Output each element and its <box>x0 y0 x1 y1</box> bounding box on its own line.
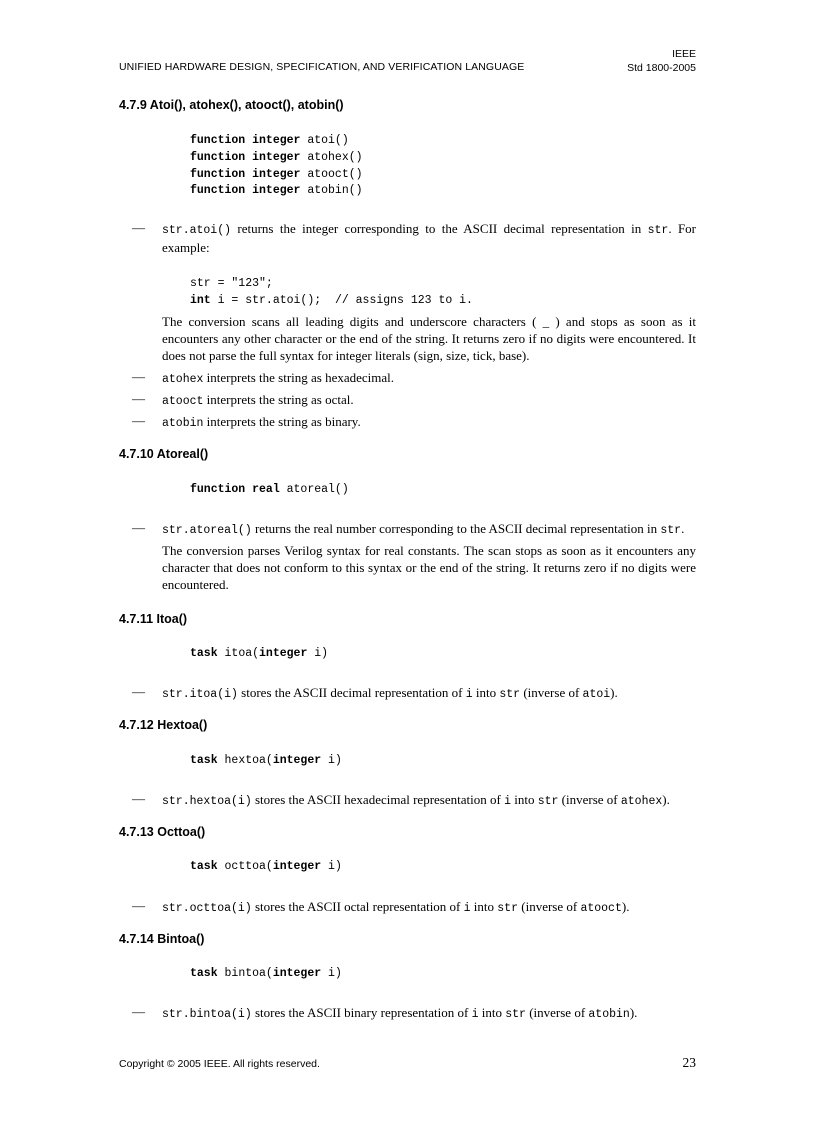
code-identifier: hextoa( <box>224 754 273 767</box>
section-heading-4-7-12: 4.7.12 Hextoa() <box>119 718 208 732</box>
inline-code: str <box>499 688 521 701</box>
bullet-atobin <box>162 413 696 432</box>
inline-code: atooct <box>580 902 622 915</box>
text: ). <box>621 899 630 914</box>
code-keyword: task <box>190 860 218 873</box>
section-heading-4-7-13: 4.7.13 Octtoa() <box>119 825 206 839</box>
code-identifier: itoa( <box>224 647 260 660</box>
code-line: i = str.atoi(); // assigns 123 to i. <box>210 293 473 307</box>
bullet-itoa-description <box>162 684 696 703</box>
text: into <box>478 1005 506 1020</box>
code-block-octtoa <box>190 859 342 876</box>
bullet-octtoa-description <box>162 898 696 917</box>
text: (inverse of <box>558 792 621 807</box>
text: stores the ASCII hexadecimal representation of <box>251 792 505 807</box>
text: stores the ASCII decimal representation of <box>237 685 466 700</box>
code-identifier: octtoa( <box>224 860 273 873</box>
text: . For example: <box>162 221 697 255</box>
inline-code: str <box>497 902 518 915</box>
bullet-dash: — <box>132 220 145 235</box>
code-keyword: int <box>190 293 211 307</box>
section-heading-4-7-11: 4.7.11 Itoa() <box>119 612 188 626</box>
text: interprets the string as hexadecimal. <box>203 370 395 385</box>
text: ). <box>610 685 618 700</box>
inline-code: i <box>471 1008 479 1021</box>
code-identifier: atoi() <box>307 134 349 147</box>
bullet-dash: — <box>132 520 145 535</box>
bullet-dash: — <box>132 1004 145 1019</box>
paragraph-conversion-real: The conversion parses Verilog syntax for real constants. The scan stops as soon as it encounters any character that does not conform to this syntax or the end of the string. It returns zero if no digits were encountered. <box>162 543 696 592</box>
code-block-bintoa <box>190 966 342 983</box>
bullet-atoi-description <box>162 220 696 256</box>
code-identifier: bintoa( <box>224 967 273 980</box>
bullet-atooct <box>162 391 696 410</box>
inline-code: i <box>463 902 471 915</box>
code-block-atoreal <box>190 482 349 499</box>
paragraph-conversion-integer: The conversion scans all leading digits and underscore characters ( _ ) and stops as soon as it encounters any other character or the end of the string. It returns zero if no digits were encountered. It does not parse the full syntax for integer literals (sign, size, tick, base). <box>162 314 696 363</box>
code-keyword: function integer <box>190 167 301 181</box>
inline-code: i <box>465 688 473 701</box>
code-keyword: integer <box>272 860 322 873</box>
code-block-atoi <box>190 133 363 200</box>
inline-code: str.octtoa(i) <box>162 902 252 915</box>
code-keyword: task <box>190 647 218 660</box>
text: into <box>472 685 500 700</box>
code-keyword: task <box>190 754 218 767</box>
inline-code: str <box>660 524 682 537</box>
header-std-number: Std 1800-2005 <box>627 62 696 74</box>
bullet-dash: — <box>132 898 145 913</box>
inline-code: i <box>504 795 511 808</box>
code-identifier: atoreal() <box>286 483 349 496</box>
text: returns the integer corresponding to the ASCII decimal representation in <box>231 221 648 236</box>
code-identifier: atooct() <box>307 167 363 181</box>
text: into <box>510 792 538 807</box>
code-identifier: i) <box>307 647 329 660</box>
text: (inverse of <box>518 899 581 914</box>
inline-code: str <box>505 1008 526 1021</box>
code-keyword: integer <box>272 967 322 980</box>
text: (inverse of <box>520 685 583 700</box>
running-header-std <box>627 47 696 75</box>
inline-code: atohex <box>162 373 204 386</box>
code-keyword: function integer <box>190 134 301 147</box>
inline-code: str.atoreal() <box>162 524 252 537</box>
code-identifier: i) <box>321 754 342 767</box>
text: returns the real number corresponding to the ASCII decimal representation in <box>251 521 661 536</box>
bullet-hextoa-description <box>162 791 696 810</box>
inline-code: str.hextoa(i) <box>162 795 252 808</box>
code-example-atoi <box>190 276 473 310</box>
code-block-hextoa <box>190 753 342 770</box>
bullet-dash: — <box>132 791 145 806</box>
inline-code: str.bintoa(i) <box>162 1008 252 1021</box>
bullet-dash: — <box>132 684 145 699</box>
section-heading-4-7-10: 4.7.10 Atoreal() <box>119 447 209 461</box>
code-line: str = "123"; <box>190 277 273 290</box>
bullet-atohex <box>162 369 696 388</box>
header-org: IEEE <box>672 48 696 60</box>
section-heading-4-7-14: 4.7.14 Bintoa() <box>119 932 205 946</box>
code-keyword: function integer <box>190 184 301 198</box>
inline-code: atooct <box>162 395 204 408</box>
code-identifier: i) <box>321 967 342 980</box>
text: stores the ASCII octal representation of <box>251 899 464 914</box>
inline-code: str.itoa(i) <box>162 688 238 701</box>
inline-code: atobin <box>588 1008 630 1021</box>
page-number: 23 <box>682 1055 696 1070</box>
inline-code: str <box>537 795 559 808</box>
text: interprets the string as binary. <box>203 414 361 429</box>
code-block-itoa <box>190 646 328 663</box>
code-identifier: i) <box>321 860 342 873</box>
text: interprets the string as octal. <box>203 392 354 407</box>
bullet-dash: — <box>132 413 145 428</box>
bullet-atoreal-description <box>162 520 696 539</box>
bullet-dash: — <box>132 391 145 406</box>
section-heading-4-7-9: 4.7.9 Atoi(), atohex(), atooct(), atobin() <box>119 98 344 112</box>
code-identifier: atobin() <box>307 184 363 198</box>
bullet-dash: — <box>132 369 145 384</box>
code-keyword: function real <box>190 483 280 496</box>
running-header-title: UNIFIED HARDWARE DESIGN, SPECIFICATION, AND VERIFICATION LANGUAGE <box>119 61 525 73</box>
code-keyword: task <box>190 967 218 980</box>
inline-code: str <box>647 224 669 237</box>
text: ). <box>629 1005 638 1020</box>
inline-code: atoi <box>582 688 611 701</box>
bullet-bintoa-description <box>162 1004 696 1023</box>
footer-copyright: Copyright © 2005 IEEE. All rights reserved. <box>119 1058 320 1070</box>
text: (inverse of <box>525 1005 589 1020</box>
text: into <box>470 899 498 914</box>
code-keyword: function integer <box>190 150 301 164</box>
inline-code: atohex <box>620 795 663 808</box>
text: stores the ASCII binary representation of <box>251 1005 472 1020</box>
code-keyword: integer <box>259 647 308 660</box>
text: . <box>681 521 685 536</box>
code-identifier: atohex() <box>307 150 363 164</box>
code-keyword: integer <box>272 754 322 767</box>
inline-code: str.atoi() <box>162 224 232 237</box>
text: ). <box>662 792 670 807</box>
inline-code: atobin <box>162 417 204 430</box>
